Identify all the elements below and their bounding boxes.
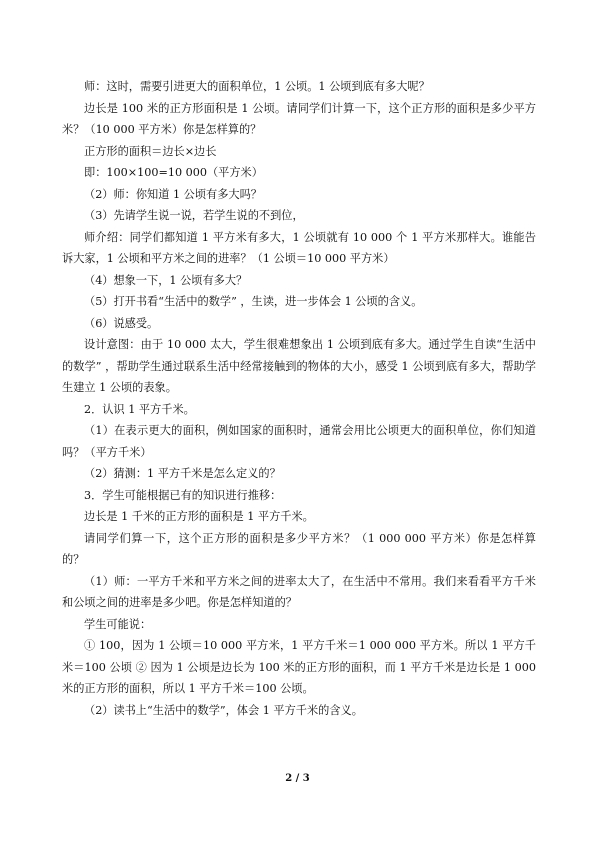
paragraph-1: 师：这时，需要引进更大的面积单位，1 公顷。1 公顷到底有多大呢？	[84, 80, 430, 93]
page-number: 2 / 3	[285, 773, 310, 784]
paragraph-17: 请同学们算一下，这个正方形的面积是多少平方米？（1 000 000 平方米）你是怎样算的？	[62, 531, 536, 566]
paragraph-16: 边长是 1 千米的正方形的面积是 1 平方千米。	[84, 510, 314, 523]
paragraph-10: （6）说感受。	[84, 316, 159, 330]
paragraph-13: （1）在表示更大的面积，例如国家的面积时，通常会用比公顷更大的面积单位，你们知道吗？（平方千米）	[62, 424, 536, 459]
paragraph-9: （5）打开书看“生活中的数学” ，生读，进一步体会 1 公顷的含义。	[84, 295, 423, 308]
paragraph-18: （1）师：一平方千米和平方米之间的进率太大了，在生活中不常用。我们来看看平方千米和公顷之间的进率是多少吧。你是怎样知道的？	[62, 574, 536, 609]
document-body	[62, 76, 536, 721]
paragraph-14: （2）猜测：1 平方千米是怎么定义的？	[84, 467, 281, 480]
paragraph-15: 3．学生可能根据已有的知识进行推移：	[84, 488, 282, 502]
paragraph-6: （3）先请学生说一说，若学生说的不到位，	[84, 209, 304, 222]
paragraph-3: 正方形的面积＝边长×边长	[84, 144, 217, 158]
paragraph-12: 2．认识 1 平方千米。	[84, 402, 195, 416]
paragraph-21: （2）读书上“生活中的数学”，体会 1 平方千米的含义。	[84, 703, 363, 717]
paragraph-19: 学生可能说：	[84, 617, 152, 631]
paragraph-5: （2）师：你知道 1 公顷有多大吗？	[84, 187, 262, 201]
paragraph-2: 边长是 100 米的正方形面积是 1 公顷。请同学们计算一下，这个正方形的面积是多少平方米？（10 000 平方米）你是怎样算的？	[62, 101, 536, 136]
paragraph-7: 师介绍：同学们都知道 1 平方米有多大，1 公顷就有 10 000 个 1 平方米那样大。谁能告诉大家，1 公顷和平方米之间的进率？（1 公顷＝10 000 平方米）	[62, 230, 536, 265]
paragraph-4: 即：100×100=10 000（平方米）	[84, 166, 263, 179]
paragraph-20: ① 100，因为 1 公顷＝10 000 平方米，1 平方千米＝1 000 000 平方米。所以 1 平方千米＝100 公顷 ② 因为 1 公顷是边长为 100 米的正方形的面积，而 1 平方千米是边长是 1 000 米的正方形的面积，所以 1 平方千米＝100 公顷。	[62, 639, 536, 695]
paragraph-8: （4）想象一下，1 公顷有多大？	[84, 273, 248, 287]
paragraph-11: 设计意图：由于 10 000 太大，学生很难想象出 1 公顷到底有多大。通过学生自读“生活中的数学” ，帮助学生通过联系生活中经常接触到的物体的大小，感受 1 公顷到底有多大，帮助学生建立 1 公顷的表象。	[62, 338, 536, 394]
